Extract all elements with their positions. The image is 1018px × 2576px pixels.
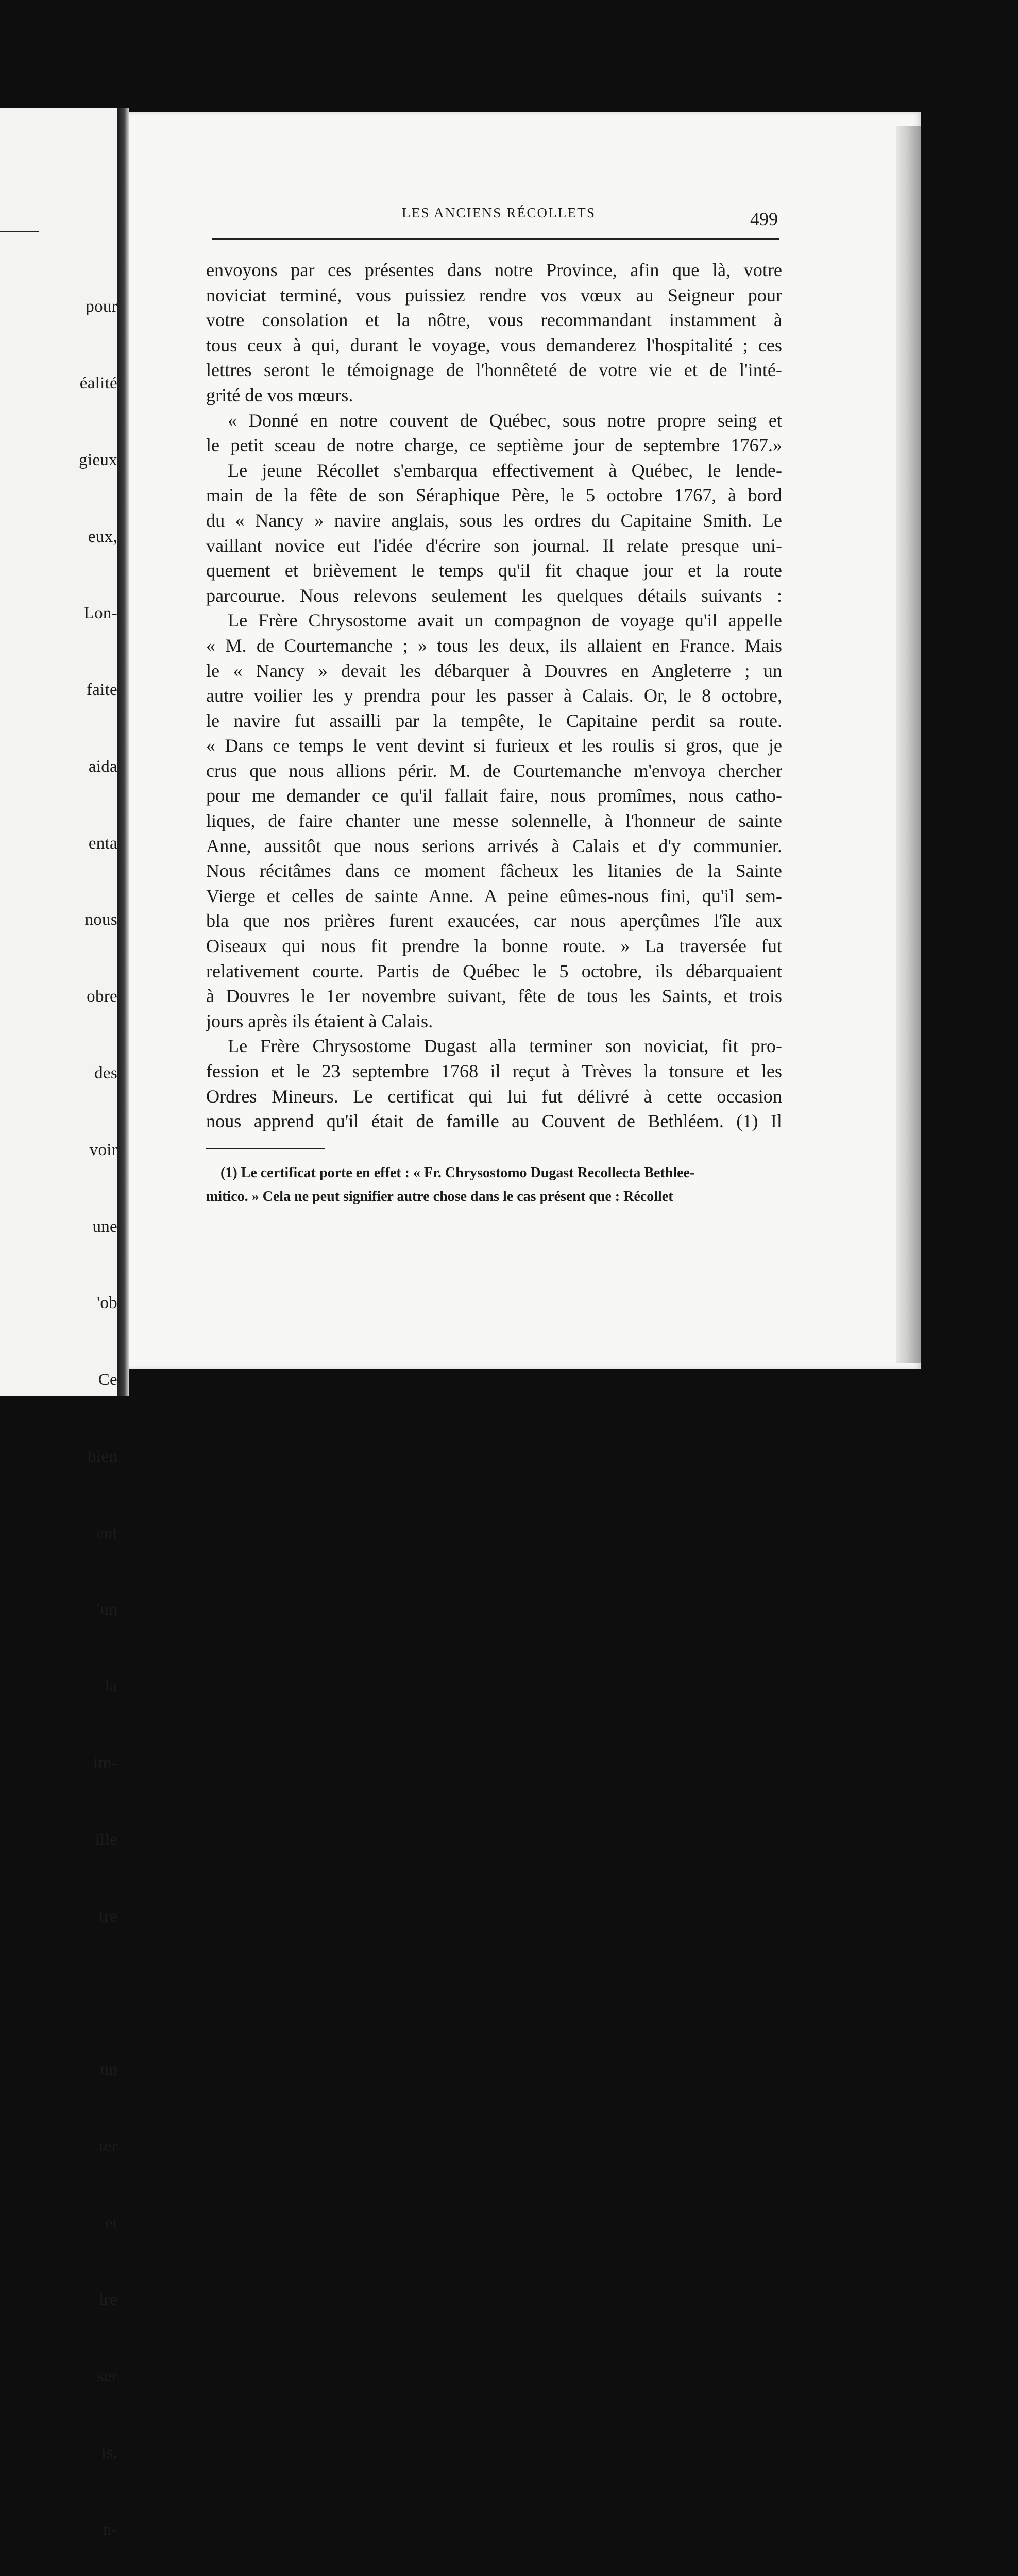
text-line: fession et le 23 septembre 1768 il reçut à Trèves la tonsure et les xyxy=(206,1061,782,1081)
text-line: Vierge et celles de sainte Anne. A peine eûmes-nous fini, qu'il sem- xyxy=(206,885,782,906)
text-line: du « Nancy » navire anglais, sous les ordres du Capitaine Smith. Le xyxy=(206,510,782,531)
fragment-line: bien xyxy=(87,1447,117,1466)
previous-page-fragment xyxy=(0,108,117,2539)
text-line: noviciat terminé, vous puissiez rendre vos vœux au Seigneur pour xyxy=(206,284,782,306)
text-line: le navire fut assailli par la tempête, le Capitaine perdit sa route. xyxy=(206,710,782,731)
fragment-line: enta xyxy=(88,834,117,853)
fragment-line: obre xyxy=(87,987,117,1006)
fragment-line: nous xyxy=(84,910,117,929)
fragment-line: 'ob xyxy=(97,1294,117,1313)
fragment-line: gieux xyxy=(79,450,117,469)
text-line: lettres seront le témoignage de l'honnêteté de votre vie et de l'inté- xyxy=(206,360,782,381)
fragment-line: Ce xyxy=(98,1370,117,1389)
text-line: jours après ils étaient à Calais. xyxy=(206,1010,433,1031)
fragment-line: éalité xyxy=(79,374,117,393)
text-line: vaillant novice eut l'idée d'écrire son journal. Il relate presque uni- xyxy=(206,535,782,556)
fragment-line: pour xyxy=(86,297,117,316)
book-gutter xyxy=(117,108,129,1396)
text-line: Oiseaux qui nous fit prendre la bonne route. » La traversée fut xyxy=(206,936,782,957)
fragment-line: et xyxy=(105,2213,117,2232)
text-line: « Donné en notre couvent de Québec, sous notre propre seing et xyxy=(228,410,782,431)
fragment-line: 'un xyxy=(97,1600,117,1619)
text-line: bla que nos prières furent exaucées, car nous aperçûmes l'île aux xyxy=(206,910,782,931)
fragment-line xyxy=(0,1980,117,2006)
page-number: 499 xyxy=(750,209,778,229)
text-line: crus que nous allions périr. M. de Courtemanche m'envoya chercher xyxy=(206,760,782,781)
fragment-line: ent xyxy=(96,1523,117,1543)
page-edge-shadow xyxy=(896,126,921,1363)
fragment-line: n- xyxy=(103,2520,117,2539)
fragment-line: la xyxy=(105,1677,117,1696)
text-line: envoyons par ces présentes dans notre Province, afin que là, votre xyxy=(206,260,782,280)
text-line: pour me demander ce qu'il fallait faire, nous promîmes, nous catho- xyxy=(206,785,782,806)
footnote-line: mitico. » Cela ne peut signifier autre chose dans le cas présent que : Récollet xyxy=(206,1189,673,1205)
text-line: « Dans ce temps le vent devint si furieux et les roulis si gros, que je xyxy=(206,735,782,756)
text-line: « M. de Courtemanche ; » tous les deux, ils allaient en France. Mais xyxy=(206,635,782,656)
running-head: LES ANCIENS RÉCOLLETS xyxy=(402,205,596,221)
body-text xyxy=(206,258,782,1134)
fragment-line: faite xyxy=(86,681,117,700)
text-line: Anne, aussitôt que nous serions arrivés à Calais et d'y communier. xyxy=(206,835,782,856)
fragment-line: tre xyxy=(99,1907,117,1926)
text-line: Le Frère Chrysostome Dugast alla terminer son noviciat, fit pro- xyxy=(228,1036,782,1057)
text-line: votre consolation et la nôtre, vous recommandant instamment à xyxy=(206,310,782,331)
text-line: Nous récitâmes dans ce moment fâcheux les litanies de la Sainte xyxy=(206,860,782,882)
text-line: le petit sceau de notre charge, ce septième jour de septembre 1767.» xyxy=(206,435,782,456)
header-rule xyxy=(212,238,779,240)
fragment-line: voir xyxy=(89,1140,117,1159)
fragment-line: des xyxy=(94,1064,117,1082)
text-line: nous apprend qu'il était de famille au Couvent de Bethléem. (1) Il xyxy=(206,1111,782,1132)
fragment-line: ser xyxy=(97,2367,117,2386)
text-line: Le jeune Récollet s'embarqua effectivement à Québec, le lende- xyxy=(228,460,782,481)
text-line: tous ceux à qui, durant le voyage, vous demanderez l'hospitalité ; ces xyxy=(206,334,782,355)
text-line: Ordres Mineurs. Le certificat qui lui fut délivré à cette occasion xyxy=(206,1086,782,1107)
text-line: parcourue. Nous relevons seulement les quelques détails suivants : xyxy=(206,585,782,606)
previous-page-head-rule xyxy=(0,231,39,232)
fragment-line: Lon- xyxy=(83,604,117,623)
text-line: autre voilier les y prendra pour les passer à Calais. Or, le 8 octobre, xyxy=(206,685,782,706)
text-line: Le Frère Chrysostome avait un compagnon de voyage qu'il appelle xyxy=(228,610,782,631)
fragment-line: un xyxy=(100,2060,117,2079)
text-line: à Douvres le 1er novembre suivant, fête de tous les Saints, et trois xyxy=(206,986,782,1007)
fragment-line: une xyxy=(92,1217,117,1236)
footnote xyxy=(206,1161,782,1209)
footnote-line: (1) Le certificat porte en effet : « Fr. Chrysostomo Dugast Recollecta Bethlee- xyxy=(220,1165,695,1181)
footnote-rule xyxy=(206,1148,325,1149)
fragment-line: eux, xyxy=(88,527,117,546)
fragment-line: ter xyxy=(99,2137,117,2156)
previous-page-text-fragments xyxy=(0,243,117,2576)
fragment-line: is. xyxy=(101,2444,117,2463)
text-line: quement et brièvement le temps qu'il fit chaque jour et la route xyxy=(206,560,782,581)
fragment-line: im- xyxy=(93,1754,117,1773)
text-line: le « Nancy » devait les débarquer à Douvres en Angleterre ; un xyxy=(206,660,782,681)
text-line: relativement courte. Partis de Québec le 5 octobre, ils débarquaient xyxy=(206,960,782,981)
fragment-line: ille xyxy=(95,1830,117,1849)
fragment-line: ire xyxy=(99,2290,117,2309)
text-line: grité de vos mœurs. xyxy=(206,384,353,405)
text-line: liques, de faire chanter une messe solennelle, à l'honneur de sainte xyxy=(206,810,782,832)
text-line: main de la fête de son Séraphique Père, le 5 octobre 1767, à bord xyxy=(206,485,782,506)
fragment-line: aida xyxy=(88,757,117,776)
